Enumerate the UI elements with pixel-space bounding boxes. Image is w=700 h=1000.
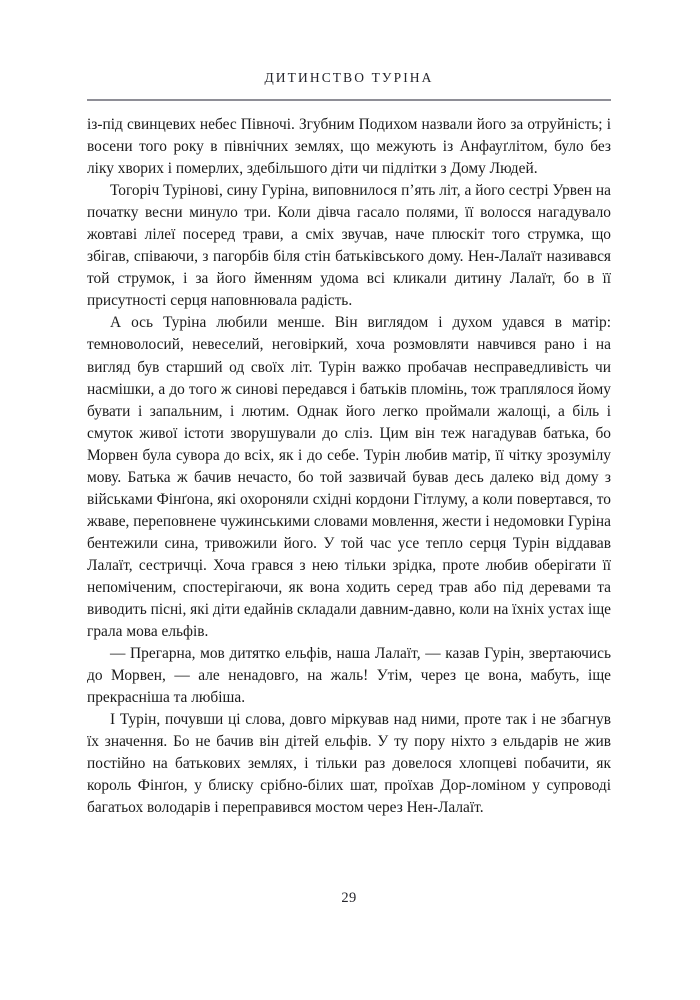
paragraph: А ось Туріна любили менше. Він виглядом і духом удався в матір: темноволосий, невеселий, неговіркий, хоча розмовляти навчився рано і на вигляд був старший од своїх літ. Турін важко пробачав несправедливість чи насмішки, а до того ж синові передався і батьків пломінь, тож траплялося йому бувати і запальним, і лютим. Однак його легко проймали жалощі, а біль і смуток живої істоти зворушували до сліз. Цим він теж нагадував батька, бо Морвен була сувора до всіх, як і до себе. Турін любив матір, її чітку зрозумілу мову. Батька ж бачив нечасто, бо той зазвичай бував десь далеко від дому з військами Фінґона, які охороняли східні кордони Гітлуму, а коли повертався, то жваве, переповнене чужинськими словами мовлення, жести і недомовки Гуріна бентежили сина, тривожили його. У той час усе тепло серця Турін віддавав Лалаїт, сестричці. Хоча грався з нею тільки зрідка, проте любив оберігати її непоміченим, спостерігаючи, як вона ходить серед трав або під деревами та виводить пісні, які діти едайнів складали давним-давно, коли на їхніх устах іще грала мова ельфів.	[87, 314, 611, 641]
body-text-block	[87, 114, 611, 820]
page-number: 29	[341, 890, 357, 906]
header-rule-divider	[87, 99, 611, 101]
paragraph: Тогоріч Турінові, сину Гуріна, виповнилося п’ять літ, а його сестрі Урвен на початку весни минуло три. Коли дівча гасало полями, її волосся нагадувало жовтаві лілеї посеред трави, а сміх звучав, наче плюскіт того струмка, що збігав, співаючи, з пагорбів біля стін батьківського дому. Нен-Лалаїт називався той струмок, і за його йменням удома всі кликали дитину Лалаїт, бо в її присутності серця наповнювала радість.	[87, 182, 611, 310]
running-head: ДИТИНСТВО ТУРІНА	[264, 70, 434, 85]
paragraph-dialogue: — Прегарна, мов дитятко ельфів, наша Лалаїт, — казав Гурін, звертаючись до Морвен, — але ненадовго, на жаль! Утім, через це вона, мабуть, іще прекрасніша та любіша.	[87, 645, 611, 707]
paragraph: І Турін, почувши ці слова, довго міркував над ними, проте так і не збагнув їх значення. Бо не бачив він дітей ельфів. У ту пору ніхто з ельдарів не жив постійно на батькових землях, і тільки раз довелося хлопцеві побачити, як король Фінґон, у блиску срібно-білих шат, проїхав Дор-ломіном у супроводі багатьох володарів і переправився мостом через Нен-Лалаїт.	[87, 711, 611, 817]
paragraph: із-під свинцевих небес Півночі. Згубним Подихом назвали його за отруйність; і восени того року в північних землях, що межують із Анфауґлітом, було без ліку хворих і померлих, здебільшого діти чи підлітки з Дому Людей.	[87, 116, 611, 178]
